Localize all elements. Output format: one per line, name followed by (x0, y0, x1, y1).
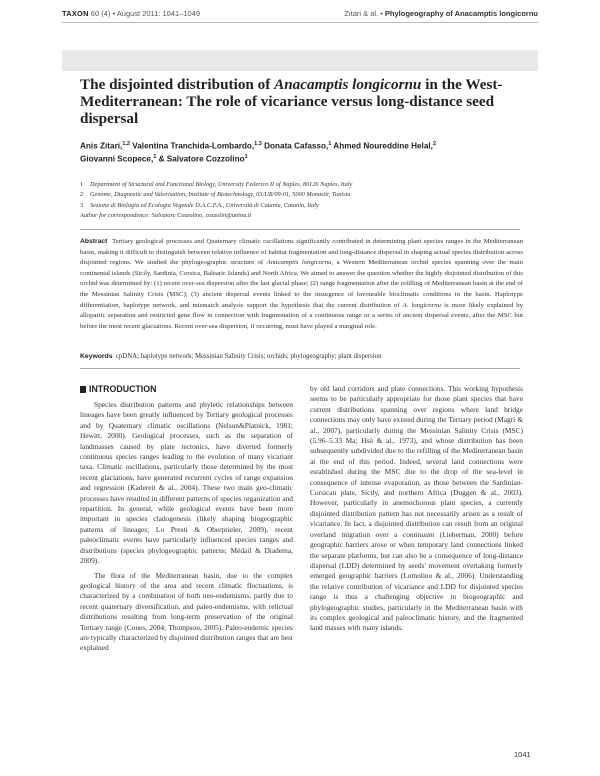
header-rule (62, 22, 538, 23)
author-4: Ahmed Noureddine Helal, (331, 141, 433, 151)
running-title-text: Phylogeography of Anacamptis longicornu (384, 9, 538, 18)
author-1: Anis Zitari, (80, 141, 123, 151)
author-1-affil: 1,2 (122, 141, 130, 147)
title-part1: The disjointed distribution of (80, 76, 275, 93)
paragraph-italic: continuum (402, 529, 435, 539)
author-5: Giovanni Scopece, (80, 154, 154, 164)
author-list (80, 139, 520, 165)
paragraph (310, 384, 523, 634)
author-2: Valentina Tranchida-Lombardo, (129, 141, 255, 151)
affiliation-number: 3 (80, 201, 84, 209)
left-column (80, 400, 293, 654)
abstract-text-b: , a Western Mediterranean orchid species spanning over the main continental islands (Sicily, Sardinia, Corsica, Balearic Islands) and North Africa. We aimed to answer the question whether the highly disjointed distribution of this orchid was determined by: (1) recent over-sea dispersion after the last glacial phase; (2) range fragmentation after the refilling of Mediterranean basin at the end of the Messinian Salinity Crisis (MSC); (3) ancient dispersal events linked to the insurgence of favourable bioclimatic conditions in the basin. Haplotype differentiation, haplotype network, and mismatch analysis support the hypothesis that the current distribution of (80, 259, 523, 309)
abstract-text-c: is more likely explained by allopatric separation and restricted gene flow in connection with fragmentation of a continuous range or a series of ancient dispersal events, after the MSC but before the most recent glaciations. Recent over-sea dispersion, if occurring, must have played a marginal role. (80, 301, 524, 330)
journal-name: TAXON (62, 9, 89, 18)
running-authors: Zitari & al. • (344, 9, 383, 18)
author-3-affil: 1 (328, 141, 332, 147)
abstract-species-2: A. longicornu (402, 301, 442, 309)
affiliation-number: 2 (80, 191, 84, 199)
right-column (310, 384, 523, 634)
paragraph-text-a: by old land corridors and plate connections. This working hypothesis seems to be particularly appropriate for those plant species that have current distributions spanning over regions where land bridge connections may only have existed during the Tertiary period (Magri & al., 2007), particularly during the Messinian Salinity Crisis (MSC) (5.96–5.33 Ma; Hsü & al., 1973), and whose distribution has been subsequently subdivided due to the refilling of the Mediterranean basin at the end of this period. Indeed, several land connections were established during the MSC due to the drop of the sea-level in consequence of intense evaporation, as those between the Sardinian-Corsican plate, Sicily, and northern Africa (Duggen & al., 2003). However, particularly in anemochorous plant species, a currently disjointed distribution pattern has not necessarily arisen as a result of vicariance. In fact, a disjointed distribution can result from an original overland migration over a (310, 384, 523, 539)
title-part2: in the West-Mediterranean: The role of vicariance versus long-distance seed dispersal (80, 76, 503, 127)
abstract-label: Abstract (80, 238, 108, 245)
keywords (80, 352, 520, 362)
author-5-affil: 1 (153, 154, 157, 161)
section-heading (80, 384, 156, 394)
correspondence: Author for correspondence: Salvatore Cozzolino, cozzolin@unina.it (80, 211, 252, 219)
journal-citation (62, 9, 200, 18)
abstract-top-rule (80, 229, 520, 230)
journal-issue: 60 (4) • August 2011: 1041–1049 (90, 9, 201, 18)
affiliation-text: Department of Structural and Functional Biology, University Federico II of Naples, 80126 Naples, Italy (90, 181, 353, 188)
page-number: 1041 (514, 750, 531, 759)
keywords-label: Keywords (80, 353, 113, 360)
author-6: & Salvatore Cozzolino (156, 154, 245, 164)
running-title (344, 9, 538, 18)
affiliation-text: Genome, Diagnostic and Valorisation, Institute of Biotechnology, 03/UR/09-01, 5000 Monastir, Tunisia (90, 191, 351, 199)
abstract-species-1: Anacamptis longicornu (266, 259, 332, 267)
paragraph: Species distribution patterns and phyletic relationships between lineages have been greatly influenced by Tertiary geological processes and by Quaternary climatic oscillations (Nelson&Platnick, 1981; Hewitt, 2000). Geological processes, such as the separation of landmasses caused by plate tectonics, have diverted formerly continuous species ranges leading to the evolution of many vicariant taxa. Climatic oscillations, particularly those determined by the most recent glaciations, have generated recurrent cycles of range expansion and regression (Kadereit & al., 2004). These two main geo-climatic processes have resulted in different patterns of species organization and repartition. In general, while geological events have been more important in species cladogenesis (likely shaping biogeographic patterns of lineages; Lo Presti & Oberprieler, 2009), recent paleoclimatic events have particularly influenced species ranges and distributions (species phylogeographic patterns; Médail & Diadema, 2009). (80, 400, 293, 566)
author-3: Donata Cafasso, (261, 141, 329, 151)
paragraph-text-b: (Lieberman, 2000) before geographic barriers arose or when temporary land connections linked the separate platforms, but can also be a consequence of long-distance dispersal (LDD) determined by seeds' movement overtaking formerly emerged geographic barriers (Lomolino & al., 2006). Understanding the relative contribution of vicariance and LDD for disjointed species range is thus a challenging objective in biogeographic and phylogeographic studies, particularly in the Mediterranean basin with its complex geological and paleoclimatic history, and the fragmented land masses with many islands. (310, 529, 523, 633)
author-6-affil: 1 (244, 154, 248, 161)
gray-title-band (62, 50, 538, 71)
affiliation-number: 1 (80, 181, 84, 188)
running-header (62, 9, 538, 23)
affiliation-item (80, 180, 520, 190)
paragraph: The flora of the Mediterranean basin, due to the complex geological history of the area and recent climatic fluctuations, is characterized by a combination of both neo-endemisms, partly due to recent quaternary diversification, and paleo-endemisms, with relictual distributions resulting from long-term preservation of the original Tertiary range (Cones, 2004; Thompson, 2005). Paleo-endemic species are typically characterized by disjointed distribution ranges that are best explained (80, 570, 293, 653)
abstract (80, 237, 523, 332)
affiliation-item (80, 201, 520, 211)
title-species: Anacamptis longicornu (274, 76, 422, 93)
affiliation-text: Sezione di Biologia ed Ecologia Vegetale D.A.C.P.A., Università di Catania, Catania, Italy (90, 201, 319, 209)
section-heading-text: INTRODUCTION (89, 384, 157, 394)
author-4-affil: 2 (432, 141, 436, 147)
affiliation-item (80, 190, 520, 200)
section-square-icon (80, 386, 86, 393)
author-2-affil: 1,3 (254, 141, 262, 147)
abstract-text-a: Tertiary geological processes and Quaternary climatic oscillations significantly contributed in determining plant species ranges in the Mediterranean basin, making it difficult to distinguish between relative influence of habitat fragmentation and long-distance dispersal in shaping actual species distribution across disjointed regions. We studied the phylogeographic structure of (80, 238, 523, 267)
affiliations (80, 180, 520, 221)
abstract-bottom-rule (80, 368, 520, 369)
keywords-text: cpDNA; haplotype network; Messinian Salinity Crisis; orchids; phylogeography; plant dispersion (115, 353, 382, 360)
article-title (80, 76, 520, 127)
